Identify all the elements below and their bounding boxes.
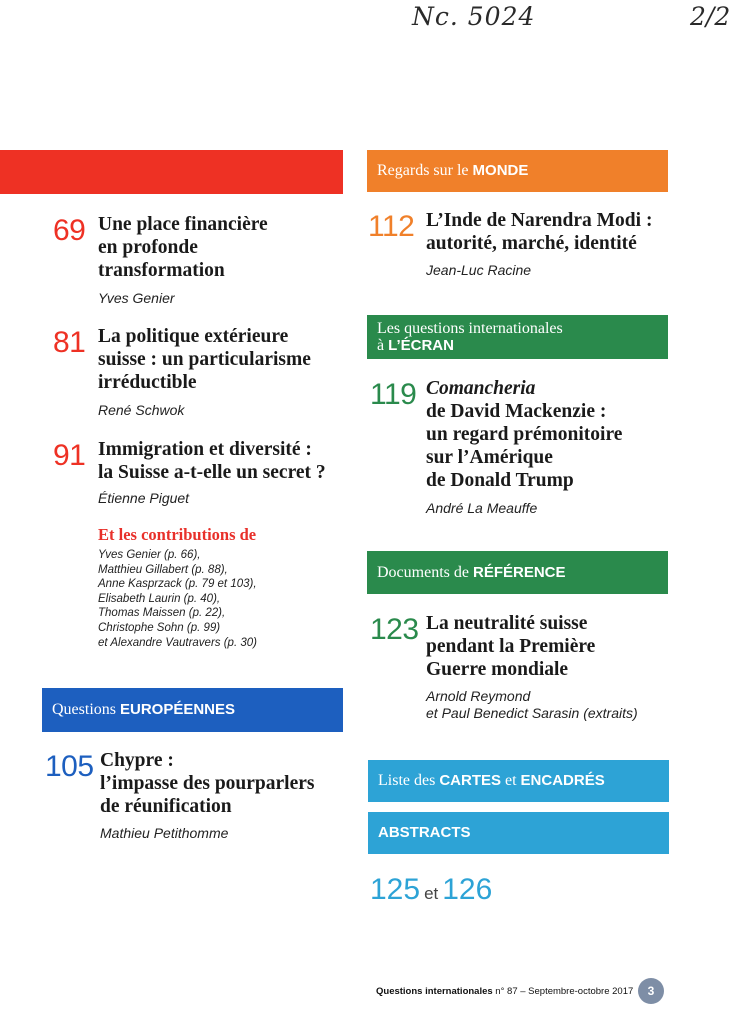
section-bar-ecran: Les questions internationales à L’ÉCRAN <box>367 315 668 359</box>
article-title: La politique extérieure suisse : un particularisme irréductible <box>98 326 311 393</box>
handwritten-reference: Nc. 5024 <box>412 2 536 31</box>
article-title: Immigration et diversité : la Suisse a-t-elle un secret ? <box>98 439 326 483</box>
section-bar-monde: Regards sur le MONDE <box>367 150 668 192</box>
article-page-number: 69 <box>53 214 86 247</box>
article-page-number: 112 <box>368 210 415 243</box>
section-bar-cartes: Liste des CARTES et ENCADRÉS <box>368 760 669 802</box>
article-author: André La Meauffe <box>426 500 538 516</box>
contributor-item: Thomas Maissen (p. 22), <box>98 607 226 620</box>
page-number-badge: 3 <box>638 978 664 1004</box>
section-bar-abstracts: ABSTRACTS <box>368 812 669 854</box>
abstracts-page-range: 125 et 126 <box>370 873 493 906</box>
section-bar-reference: Documents de RÉFÉRENCE <box>367 551 668 594</box>
article-page-number: 81 <box>53 326 86 359</box>
contributor-item: Yves Genier (p. 66), <box>98 549 201 561</box>
article-page-number: 123 <box>370 613 419 646</box>
article-author: Étienne Piguet <box>98 490 190 506</box>
article-title: L’Inde de Narendra Modi : autorité, marché, identité <box>426 210 653 254</box>
article-page-number: 91 <box>53 439 86 472</box>
contributor-item: Elisabeth Laurin (p. 40), <box>98 592 221 605</box>
contributor-item: Anne Kasprzack (p. 79 et 103), <box>98 578 257 591</box>
page-footer: Questions internationales n° 87 – Septembre-octobre 2017 <box>376 986 634 997</box>
article-title: Une place financière en profonde transformation <box>98 214 268 281</box>
contributor-item: et Alexandre Vautravers (p. 30) <box>98 636 257 649</box>
article-author: Arnold Reymond et Paul Benedict Sarasin (extraits) <box>426 688 638 721</box>
section-bar-red <box>0 150 343 194</box>
article-title: Comancheria de David Mackenzie : un regard prémonitoire sur l’Amérique de Donald Trump <box>426 378 623 491</box>
article-author: Yves Genier <box>98 290 175 306</box>
article-title: La neutralité suisse pendant la Première Guerre mondiale <box>426 613 596 680</box>
handwritten-page-mark: 2/2 <box>690 2 731 31</box>
article-page-number: 119 <box>370 378 417 411</box>
article-title: Chypre : l’impasse des pourparlers de réunification <box>100 750 315 817</box>
article-author: René Schwok <box>98 402 185 418</box>
contributions-list <box>98 548 257 650</box>
contributor-item: Christophe Sohn (p. 99) <box>98 621 221 634</box>
section-bar-europe: Questions EUROPÉENNES <box>42 688 343 732</box>
article-author: Mathieu Petithomme <box>100 825 229 841</box>
contributions-heading: Et les contributions de <box>98 525 257 544</box>
contributor-item: Matthieu Gillabert (p. 88), <box>98 563 228 576</box>
article-page-number: 105 <box>45 750 94 783</box>
article-author: Jean-Luc Racine <box>426 262 532 278</box>
